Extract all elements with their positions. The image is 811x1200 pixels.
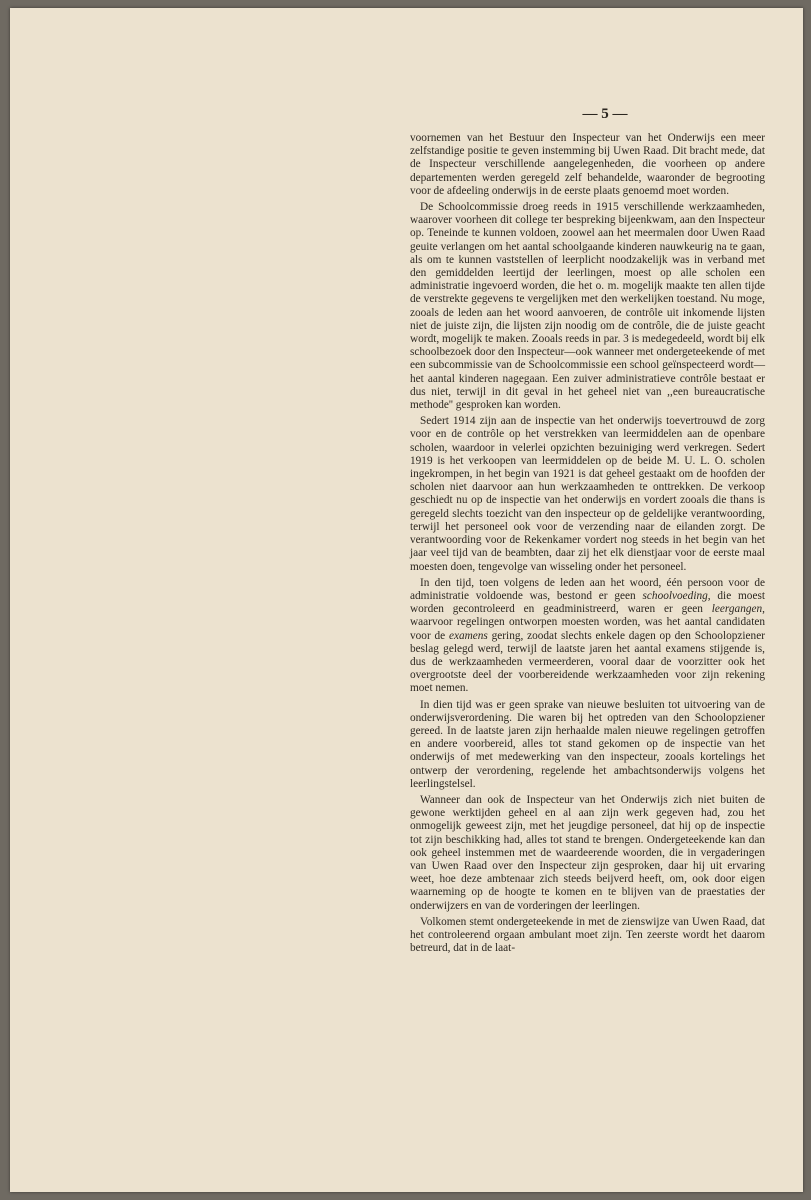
paragraph-3: Sedert 1914 zijn aan de inspectie van het onderwijs toevertrouwd de zorg voor en de contrôle op het verstrekken van leermiddelen aan de openbare scholen, waardoor in velerlei opzichten bezuiniging werd verkregen. Sedert 1919 is het verkoopen van leermiddelen op de beide M. U. L. O. scholen ingekrompen, in het begin van 1921 is dat geheel gestaakt om de hoofden der scholen niet daarvoor aan hun werkzaamheden te onttrekken. De verkoop geschiedt nu op de inspectie van het onderwijs en vordert zooals die thans is geregeld slechts toezicht van den inspecteur op de geldelijke verantwoording, terwijl het personeel ook voor de verzending naar de eilanden zorgt. De verantwoording voor de Rekenkamer vordert nog steeds in het begin van het jaar veel tijd van de beambten, daar zij het elk dienstjaar voor de eerste maal moesten doen, tengevolge van wisseling onder het personeel.	[410, 415, 765, 573]
paragraph-4: In den tijd, toen volgens de leden aan het woord, één persoon voor de administratie voldoende was, bestond er geen schoolvoeding, die moest worden gecontroleerd en geadministreerd, waren er geen leergangen, waarvoor regelingen ontworpen moesten worden, was het aantal candidaten voor de examens gering, zoodat slechts enkele dagen op den Schoolopziener beslag gelegd werd, terwijl de laatste jaren het aantal examens stijgende is, dus de werkzaamheden vermeerderen, vooral daar de voorzitter ook het overgrootste deel der voorbereidende werkzaamheden voor zijn rekening moet nemen.	[410, 576, 766, 695]
document-page	[10, 8, 803, 1192]
text-column	[410, 132, 765, 958]
paragraph-2: De Schoolcommissie droeg reeds in 1915 verschillende werkzaamheden, waarover voorheen dit college ter bespreking bijeenkwam, aan den Inspecteur op. Teneinde te kunnen voldoen, zoowel aan het meermalen door Uwen Raad geuite verlangen om het aantal schoolgaande kinderen nauwkeurig na te gaan, als om te kunnen vaststellen of leerplicht noodzakelijk was in verband met den gemiddelden leertijd der leerlingen, moest op alle scholen een administratie ingevoerd worden, die het o. m. mogelijk maakte ten allen tijde de verstrekte gegevens te vergelijken met den werkelijken toestand. Nu moge, zooals de leden aan het woord aanvoeren, de contrôle uit inkomende lijsten niet de juiste zijn, die lijsten zijn noodig om de contrôle, die de juiste geacht wordt, mogelijk te maken. Zooals reeds in par. 3 is medegedeeld, wordt bij elk schoolbezoek door den Inspecteur—ook wanneer met ondergeteekende of met een subcommissie van de Schoolcommissie een school geïnspecteerd wordt—het aantal kinderen nagegaan. Een zuiver administratieve contrôle bestaat er dus niet, terwijl in dit geval in het geheel niet van ,,een bureaucratische methode'' gesproken kan worden.	[410, 201, 765, 412]
paragraph-5: In dien tijd was er geen sprake van nieuwe besluiten tot uitvoering van de onderwijsverordening. Die waren bij het optreden van den Schoolopziener gereed. In de laatste jaren zijn herhaalde malen nieuwe regelingen getroffen en andere voorbereid, alles tot stand gekomen op de inspectie van het onderwijs of met medewerking van den inspecteur, zooals kortelings het ontwerp der verordening, regelende het ambachtsonderwijs volgens het leerlingstelsel.	[410, 698, 765, 790]
paragraph-6: Wanneer dan ook de Inspecteur van het Onderwijs zich niet buiten de gewone werktijden geheel en al aan zijn werk gegeven had, zou het onmogelijk geweest zijn, met het jeugdige personeel, dat hij op de inspectie tot zijn beschikking had, alles tot stand te brengen. Ondergeteekende kan dan ook geheel instemmen met de waardeerende woorden, die in vergaderingen van Uwen Raad over den Inspecteur zijn gesproken, daar hij uit ervaring weet, hoe deze ambtenaar zich steeds beijverd heeft, om, ook door eigen waarneming op de hoogte te komen en te blijven van de praestaties der onderwijzers en van de vorderingen der leerlingen.	[410, 793, 765, 912]
page-number: — 5 —	[582, 106, 628, 122]
paragraph-1: voornemen van het Bestuur den Inspecteur van het Onderwijs een meer zelfstandige positie te geven instemming bij Uwen Raad. Dit bracht mede, dat de Inspecteur verschillende aangelegenheden, die voorheen op andere departementen werden geregeld zelf behandelde, waaronder de begrooting voor de afdeeling onderwijs in de eerste plaats genoemd moet worden.	[410, 132, 765, 197]
paragraph-7: Volkomen stemt ondergeteekende in met de zienswijze van Uwen Raad, dat het controleerend orgaan ambulant moet zijn. Ten zeerste wordt het daarom betreurd, dat in de laat-	[410, 915, 765, 955]
